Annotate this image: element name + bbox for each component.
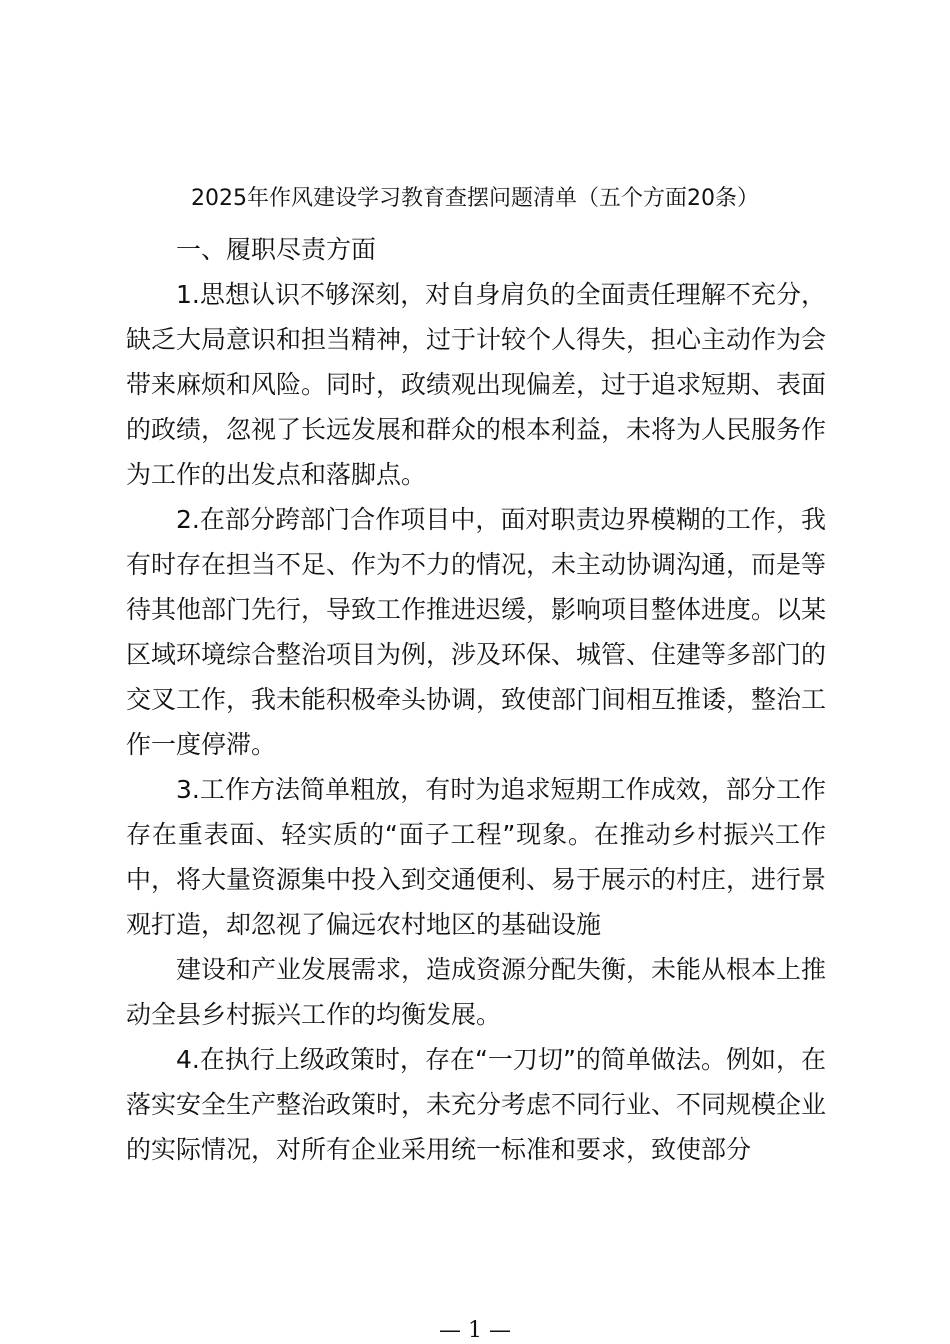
- paragraph-3-continued: 建设和产业发展需求，造成资源分配失衡，未能从根本上推动全县乡村振兴工作的均衡发展。: [126, 955, 827, 1029]
- document-title: 2025年作风建设学习教育查摆问题清单（五个方面20条）: [191, 186, 759, 211]
- page-number: — 1 —: [439, 1318, 511, 1343]
- paragraph-4: 4.在执行上级政策时，存在“一刀切”的简单做法。例如，在落实安全生产整治政策时，未充分考虑不同行业、不同规模企业的实际情况，对所有企业采用统一标准和要求，致使部分: [126, 1045, 827, 1164]
- document-body: [126, 227, 826, 1172]
- paragraph-1: 1.思想认识不够深刻，对自身肩负的全面责任理解不充分，缺乏大局意识和担当精神，过于计较个人得失，担心主动作为会带来麻烦和风险。同时，政绩观出现偏差，过于追求短期、表面的政绩，忽视了长远发展和群众的根本利益，未将为人民服务作为工作的出发点和落脚点。: [126, 280, 827, 489]
- paragraph-3: 3.工作方法简单粗放，有时为追求短期工作成效，部分工作存在重表面、轻实质的“面子工程”现象。在推动乡村振兴工作中，将大量资源集中投入到交通便利、易于展示的村庄，进行景观打造，却忽视了偏远农村地区的基础设施: [126, 775, 827, 939]
- paragraph-2: 2.在部分跨部门合作项目中，面对职责边界模糊的工作，我有时存在担当不足、作为不力的情况，未主动协调沟通，而是等待其他部门先行，导致工作推进迟缓，影响项目整体进度。以某区域环境综合整治项目为例，涉及环保、城管、住建等多部门的交叉工作，我未能积极牵头协调，致使部门间相互推诿，整治工作一度停滞。: [126, 505, 827, 759]
- section-heading: 一、履职尽责方面: [176, 235, 377, 264]
